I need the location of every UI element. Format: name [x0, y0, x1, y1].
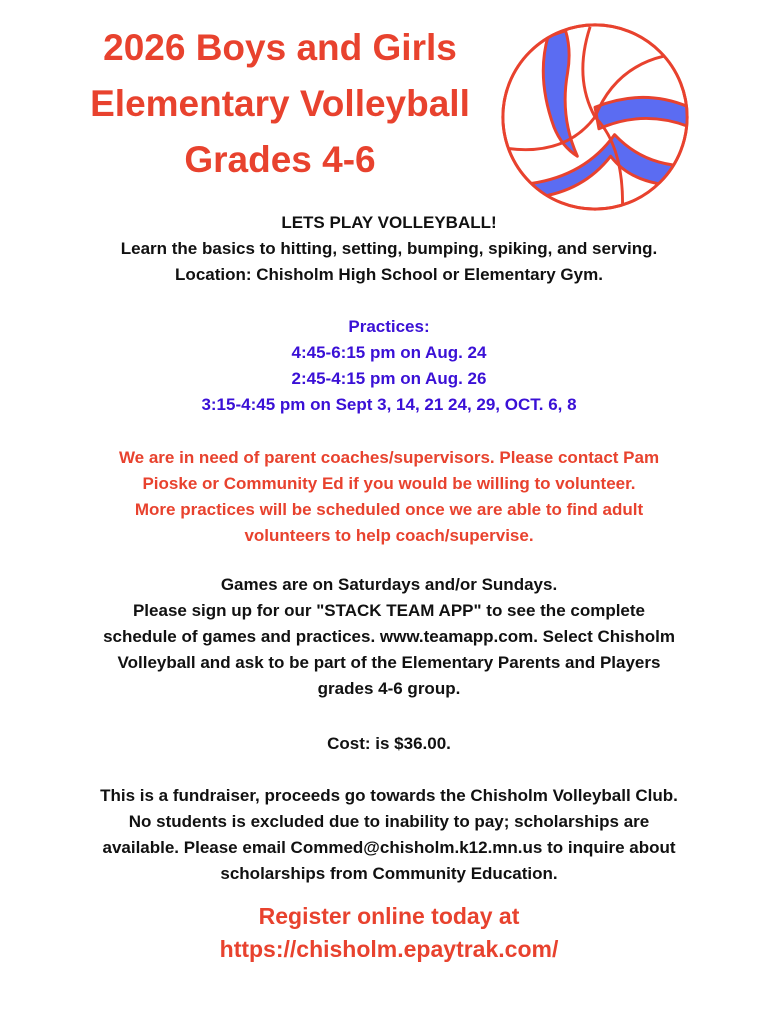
- practices-section: [0, 314, 778, 418]
- volleyball-icon: [497, 19, 693, 215]
- fundraiser-line-1: This is a fundraiser, proceeds go towards the Chisholm Volleyball Club.: [100, 786, 678, 805]
- games-section: [0, 572, 778, 702]
- games-line-3: schedule of games and practices. www.teamapp.com. Select Chisholm: [103, 627, 675, 646]
- volunteer-line-1: We are in need of parent coaches/supervisors. Please contact Pam: [118, 448, 660, 467]
- volunteer-line-4: volunteers to help coach/supervise.: [244, 526, 534, 545]
- volunteer-section: [0, 445, 778, 549]
- games-line-5: grades 4-6 group.: [317, 679, 461, 698]
- fundraiser-line-3: available. Please email Commed@chisholm.k12.mn.us to inquire about: [102, 838, 676, 857]
- cost-line: Cost: is $36.00.: [327, 734, 451, 753]
- practice-line-3: 3:15-4:45 pm on Sept 3, 14, 21 24, 29, OCT. 6, 8: [201, 395, 577, 414]
- register-url-link[interactable]: https://chisholm.epaytrak.com/: [219, 936, 559, 962]
- games-line-2: Please sign up for our "STACK TEAM APP" to see the complete: [132, 601, 646, 620]
- practice-line-2: 2:45-4:15 pm on Aug. 26: [291, 369, 487, 388]
- title-line-3: Grades 4-6: [184, 139, 376, 180]
- volunteer-line-3: More practices will be scheduled once we are able to find adult: [134, 500, 644, 519]
- intro-line-3: Location: Chisholm High School or Elementary Gym.: [175, 265, 603, 284]
- games-line-4: Volleyball and ask to be part of the Elementary Parents and Players: [117, 653, 661, 672]
- flyer-title: [0, 20, 560, 188]
- practices-heading: Practices:: [348, 317, 430, 336]
- fundraiser-line-2: No students is excluded due to inability to pay; scholarships are: [128, 812, 650, 831]
- practice-line-1: 4:45-6:15 pm on Aug. 24: [291, 343, 487, 362]
- register-line: Register online today at: [258, 903, 520, 929]
- intro-line-2: Learn the basics to hitting, setting, bumping, spiking, and serving.: [120, 239, 658, 258]
- intro-line-1: LETS PLAY VOLLEYBALL!: [281, 213, 497, 232]
- cost-section: [0, 731, 778, 757]
- title-line-2: Elementary Volleyball: [90, 83, 470, 124]
- title-line-1: 2026 Boys and Girls: [103, 27, 457, 68]
- fundraiser-section: [0, 783, 778, 887]
- games-line-1: Games are on Saturdays and/or Sundays.: [220, 575, 558, 594]
- intro-section: [0, 210, 778, 288]
- volunteer-line-2: Pioske or Community Ed if you would be willing to volunteer.: [142, 474, 636, 493]
- register-section: [0, 900, 778, 966]
- fundraiser-line-4: scholarships from Community Education.: [220, 864, 558, 883]
